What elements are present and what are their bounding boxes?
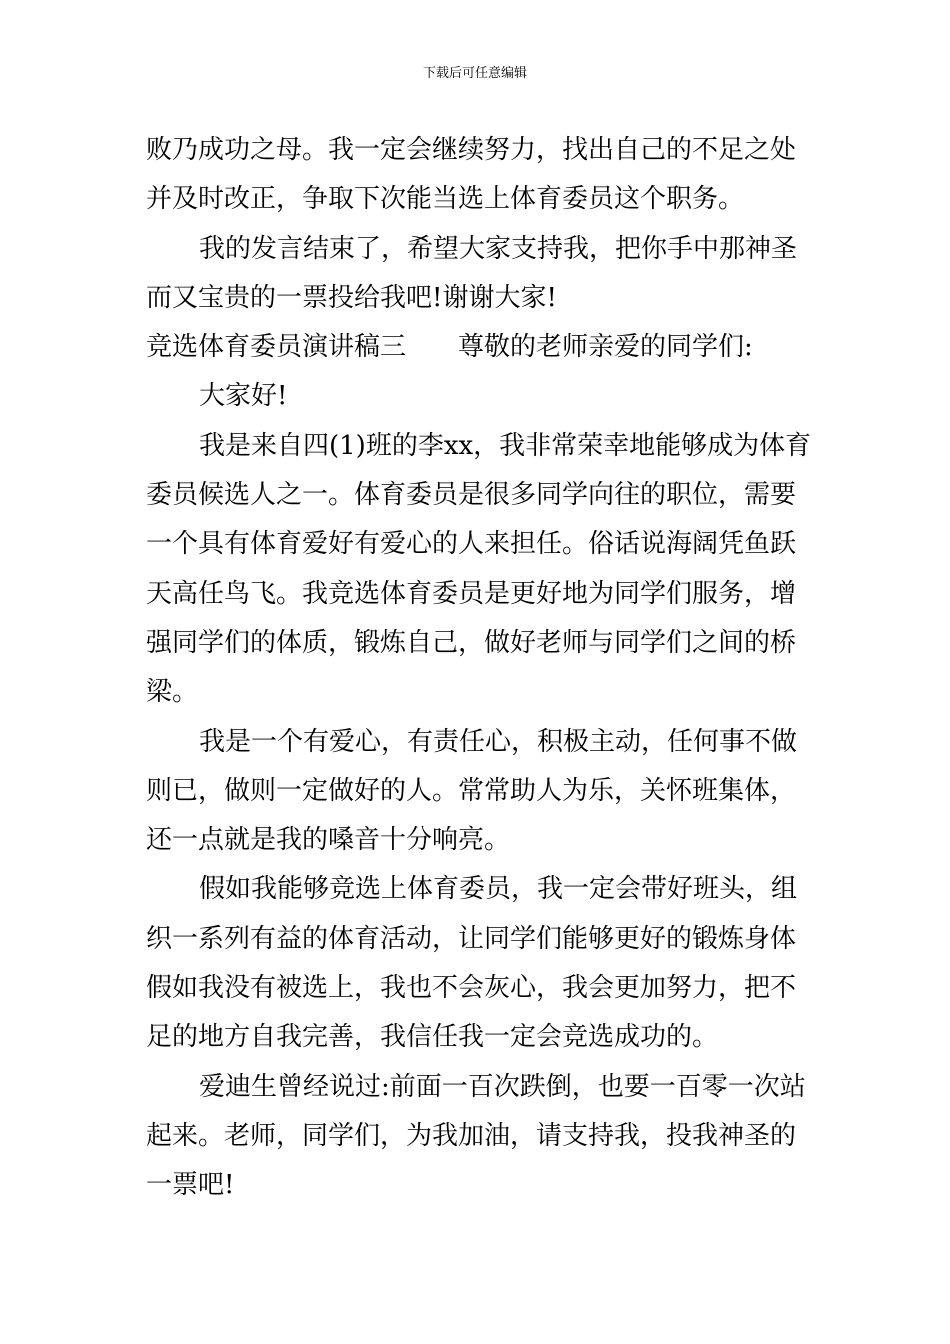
page-header: 下载后可任意编辑 [422, 66, 527, 81]
paragraph-line: 我的发言结束了，希望大家支持我，把你手中那神圣 [199, 233, 798, 264]
paragraph-line: 委员候选人之一。体育委员是很多同学向往的职位，需要 [146, 480, 797, 511]
paragraph-line: 败乃成功之母。我一定会继续努力，找出自己的不足之处 [146, 135, 797, 165]
paragraph-line: 爱迪生曾经说过:前面一百次跌倒，也要一百零一次站 [199, 1071, 806, 1102]
paragraph-line: 还一点就是我的嗓音十分响亮。 [146, 825, 511, 856]
document-body [146, 126, 812, 1211]
section-heading-line [146, 323, 806, 372]
salutation: 尊敬的老师亲爱的同学们: [458, 332, 753, 363]
paragraph-line: 织一系列有益的体育活动，让同学们能够更好的锻炼身体 [146, 923, 797, 954]
paragraph-line: 我是一个有爱心，有责任心，积极主动，任何事不做 [199, 726, 798, 757]
paragraph-line: 天高任鸟飞。我竞选体育委员是更好地为同学们服务，增 [146, 578, 797, 609]
paragraph-line: 一个具有体育爱好有爱心的人来担任。俗话说海阔凭鱼跃 [146, 529, 797, 560]
paragraph-line: 起来。老师，同学们，为我加油，请支持我，投我神圣的 [146, 1120, 797, 1151]
paragraph-line: 我是来自四(1)班的李xx，我非常荣幸地能够成为体育 [199, 430, 812, 461]
paragraph-line: 一票吧! [146, 1170, 235, 1201]
paragraph-line: 足的地方自我完善，我信任我一定会竞选成功的。 [146, 1022, 719, 1053]
paragraph-line: 而又宝贵的一票投给我吧!谢谢大家! [146, 282, 557, 313]
paragraph-line: 假如我没有被选上，我也不会灰心，我会更加努力，把不 [146, 973, 797, 1004]
section-title: 竞选体育委员演讲稿三 [146, 332, 407, 363]
greeting-line: 大家好! [199, 381, 288, 412]
paragraph-line: 则已，做则一定做好的人。常常助人为乐，关怀班集体， [146, 775, 797, 806]
paragraph-line: 强同学们的体质，锻炼自己，做好老师与同学们之间的桥 [146, 627, 797, 658]
paragraph-line: 梁。 [146, 677, 199, 708]
paragraph-line: 假如我能够竞选上体育委员，我一定会带好班头，组 [199, 874, 798, 905]
paragraph-line: 并及时改正，争取下次能当选上体育委员这个职务。 [146, 184, 745, 215]
